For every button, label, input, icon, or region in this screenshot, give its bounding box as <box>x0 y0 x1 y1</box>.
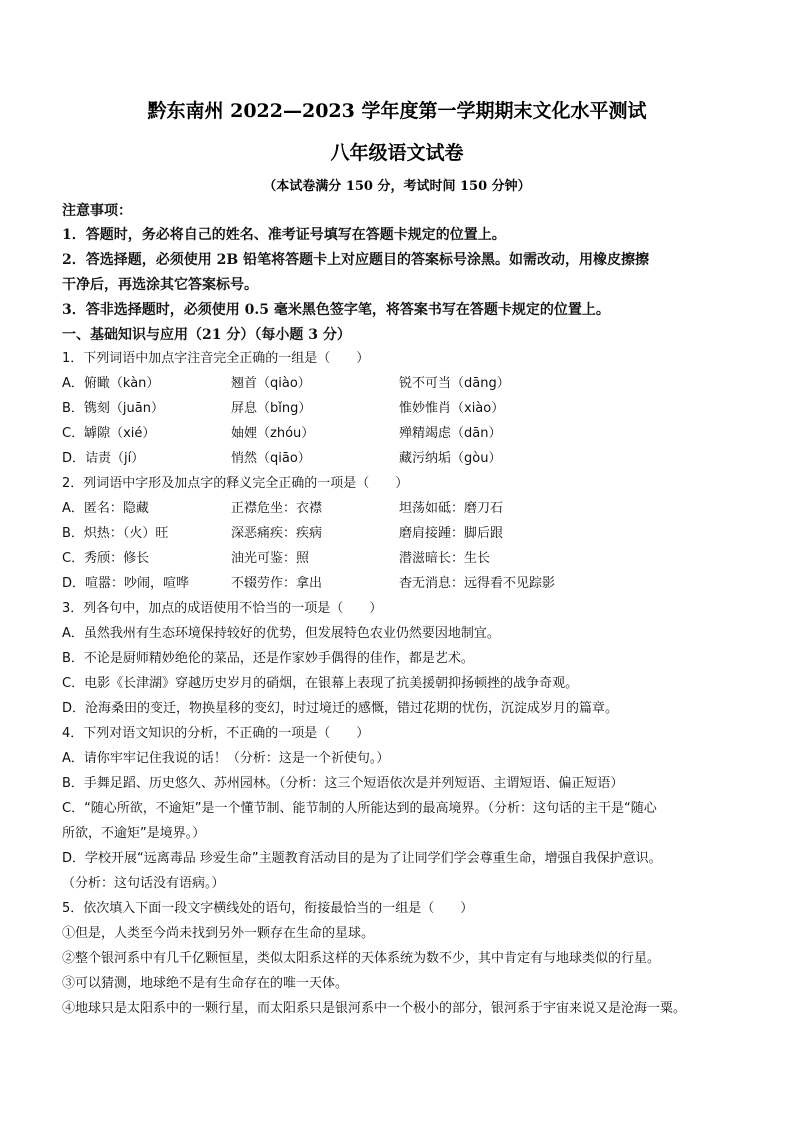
q5-sentence-4: ④地球只是太阳系中的一颗行星，而太阳系只是银河系中一个极小的部分，银河系于宇宙来说又是沧海一粟。 <box>62 1001 687 1016</box>
q3-stem: 3．列各句中，加点的成语使用不恰当的一项是（ ） <box>62 601 383 616</box>
q2-d-1: D．喧嚣：吵闹，喧哗 <box>62 576 190 591</box>
q2-a-3: 坦荡如砥：磨刀石 <box>399 501 504 516</box>
q4-option-a: A．请你牢牢记住我说的话！（分析：这是一个祈使句。） <box>62 751 390 766</box>
exam-score-note: （本试卷满分 150 分，考试时间 150 分钟） <box>263 179 531 194</box>
q3-option-a: A．虽然我州有生态环境保持较好的优势，但发展特色农业仍然要因地制宜。 <box>62 626 500 641</box>
notice-item-3: 3．答非选择题时，必须使用 0.5 毫米黑色签字笔，将答案书写在答题卡规定的位置上。 <box>62 302 610 318</box>
q2-c-2: 油光可鉴：照 <box>231 551 310 566</box>
q2-c-1: C．秀颀：修长 <box>62 551 150 566</box>
q4-option-c-cont: 所欲，不逾矩”是境界。） <box>62 826 206 841</box>
q1-d-3: 藏污纳垢（gòu） <box>399 451 502 466</box>
q4-stem: 4．下列对语文知识的分析，不正确的一项是（ ） <box>62 726 370 741</box>
q4-option-d-cont: （分析：这句话没有语病。） <box>62 876 225 891</box>
q1-d-1: D．诘责（jí） <box>62 451 145 466</box>
exam-title: 黔东南州 2022—2023 学年度第一学期期末文化水平测试 <box>147 100 647 122</box>
q2-b-3: 磨肩接踵：脚后跟 <box>399 526 504 541</box>
q1-a-3: 锐不可当（dāng） <box>399 376 510 391</box>
q2-b-2: 深恶痛疾：疾病 <box>231 526 323 541</box>
notice-item-1: 1．答题时，务必将自己的姓名、准考证号填写在答题卡规定的位置上。 <box>62 227 506 243</box>
q1-a-1: A．俯瞰（kàn） <box>62 376 160 391</box>
q1-c-3: 殚精竭虑（dān） <box>399 426 502 441</box>
q1-c-2: 妯娌（zhóu） <box>231 426 315 441</box>
notice-heading: 注意事项： <box>62 203 132 219</box>
q5-stem: 5．依次填入下面一段文字横线处的语句，衔接最恰当的一组是（ ） <box>62 901 474 916</box>
q1-b-3: 惟妙惟肖（xiào） <box>399 401 505 416</box>
q4-option-b: B．手舞足蹈、历史悠久、苏州园林。（分析：这三个短语依次是并列短语、主谓短语、偏正短语） <box>62 776 624 791</box>
notice-item-2-cont: 干净后，再选涂其它答案标号。 <box>62 277 258 293</box>
q2-c-3: 潜滋暗长：生长 <box>399 551 491 566</box>
q2-d-2: 不辍劳作：拿出 <box>231 576 323 591</box>
q5-sentence-2: ②整个银河系中有几千亿颗恒星，类似太阳系这样的天体系统为数不少，其中肯定有与地球类似的行星。 <box>62 951 661 966</box>
q1-d-2: 悄然（qiāo） <box>231 451 311 466</box>
q2-b-1: B．炽热：（火）旺 <box>62 526 169 541</box>
section-1-heading: 一、基础知识与应用（21 分）（每小题 3 分） <box>62 327 351 343</box>
q3-option-b: B．不论是厨师精妙绝伦的菜品，还是作家妙手偶得的佳作，都是艺术。 <box>62 651 474 666</box>
q1-c-1: C．罅隙（xié） <box>62 426 156 441</box>
q3-option-d: D．沧海桑田的变迁，物换星移的变幻，时过境迁的感慨，错过花期的忧伤，沉淀成岁月的篇章。 <box>62 701 619 716</box>
q1-stem: 1．下列词语中加点字注音完全正确的一组是（ ） <box>62 351 370 366</box>
q4-option-d: D．学校开展“远离毒品 珍爱生命”主题教育活动目的是为了让同学们学会尊重生命，增强自我保护意识。 <box>62 851 662 866</box>
q2-stem: 2．列词语中字形及加点字的释义完全正确的一项是（ ） <box>62 476 409 491</box>
notice-item-2: 2．答选择题，必须使用 2B 铅笔将答题卡上对应题目的答案标号涂黑。如需改动，用橡皮擦擦 <box>62 252 650 268</box>
q2-d-3: 杳无消息：远得看不见踪影 <box>399 576 556 591</box>
q1-b-2: 屏息（bǐng） <box>231 401 312 416</box>
q2-a-1: A．匿名：隐藏 <box>62 501 149 516</box>
q4-option-c: C．“随心所欲，不逾矩”是一个懂节制、能节制的人所能达到的最高境界。（分析：这句话的主干是“随心 <box>62 801 657 816</box>
q3-option-c: C．电影《长津湖》穿越历史岁月的硝烟，在银幕上表现了抗美援朝抑扬顿挫的战争奇观。 <box>62 676 579 691</box>
exam-subtitle: 八年级语文试卷 <box>330 142 464 164</box>
q5-sentence-3: ③可以猜测，地球绝不是有生命存在的唯一天体。 <box>62 976 349 991</box>
q5-sentence-1: ①但是，人类至今尚未找到另外一颗存在生命的星球。 <box>62 926 375 941</box>
q1-a-2: 翘首（qiào） <box>231 376 311 391</box>
q1-b-1: B．镌刻（juān） <box>62 401 164 416</box>
q2-a-2: 正襟危坐：衣襟 <box>231 501 323 516</box>
